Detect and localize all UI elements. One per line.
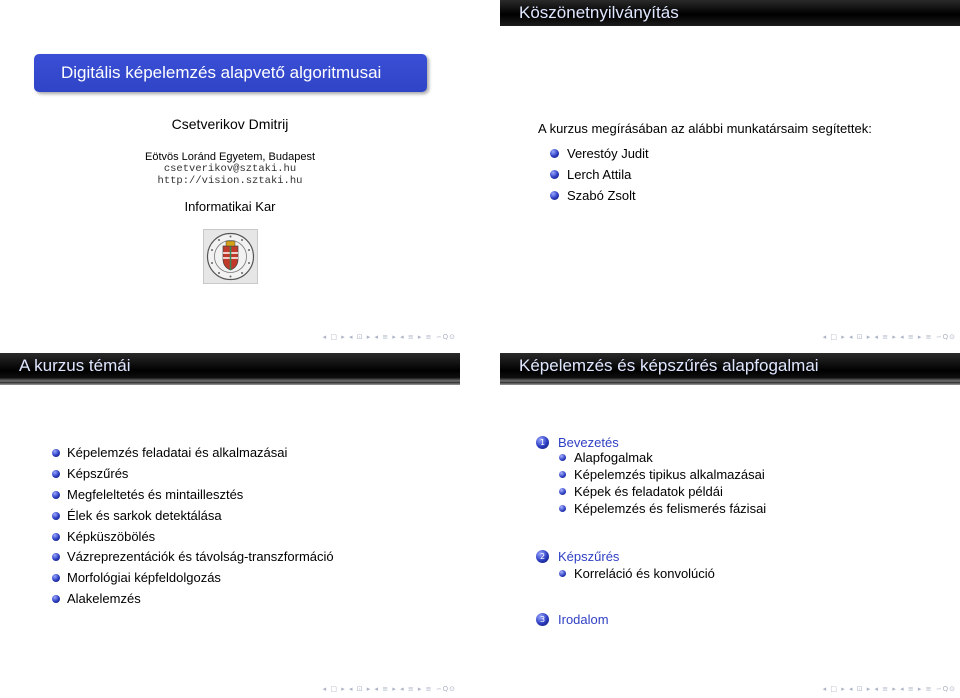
list-item: [52, 464, 334, 485]
bullet-ball-icon: [52, 553, 60, 561]
toc-subsection[interactable]: [559, 449, 766, 466]
frame-title: Köszönetnyilványítás: [500, 0, 960, 26]
outline-slide: [500, 349, 960, 693]
subsection-label: Alapfogalmak: [574, 450, 653, 465]
author-name: Csetverikov Dmitrij: [171, 116, 289, 132]
bullet-ball-icon: [559, 570, 566, 577]
list-item: [52, 505, 334, 526]
bullet-ball-icon: [550, 170, 559, 179]
bullet-ball-icon: [52, 533, 60, 541]
subsection-label: Képelemzés tipikus alkalmazásai: [574, 467, 765, 482]
toc-subsection[interactable]: [559, 565, 715, 582]
institute-name: Eötvös Loránd Egyetem, Budapest: [145, 151, 315, 163]
topic-label: Morfológiai képfeldolgozás: [67, 570, 221, 586]
slide-navigation-symbols[interactable]: ◂ □ ▸ ◂ ⊡ ▸ ◂ ≡ ▸ ◂ ≡ ▸ ≡ ∽Q⊙: [322, 685, 456, 693]
section-number-badge: 2: [536, 550, 549, 563]
list-item: [52, 526, 334, 547]
list-item: [52, 485, 334, 506]
topic-label: Megfeleltetés és mintaillesztés: [67, 486, 244, 502]
subsection-label: Képek és feladatok példái: [574, 484, 723, 499]
toc-section-2[interactable]: [536, 549, 619, 564]
frame-title: A kurzus témái: [0, 353, 460, 385]
topic-label: Vázreprezentációk és távolság-transzformáció: [67, 549, 334, 565]
bullet-ball-icon: [52, 449, 60, 457]
institute-block: [0, 151, 460, 187]
list-item: [52, 589, 334, 610]
toc-subsection-list: [559, 565, 715, 582]
bullet-ball-icon: [52, 470, 60, 478]
presentation-title: Digitális képelemzés alapvető algoritmusai: [34, 54, 427, 92]
title-slide: [0, 0, 460, 341]
faculty-name: Informatikai Kar: [184, 199, 276, 214]
bullet-ball-icon: [559, 454, 566, 461]
contributors-list: [550, 143, 649, 206]
frame-title: Képelemzés és képszűrés alapfogalmai: [500, 353, 960, 385]
contributor-name: Lerch Attila: [567, 166, 632, 182]
contributor-name: Verestóy Judit: [567, 145, 649, 161]
topic-label: Képelemzés feladatai és alkalmazásai: [67, 445, 288, 461]
bullet-ball-icon: [559, 471, 566, 478]
university-seal-logo: [203, 229, 258, 284]
bullet-ball-icon: [550, 191, 559, 200]
slide-navigation-symbols[interactable]: ◂ □ ▸ ◂ ⊡ ▸ ◂ ≡ ▸ ◂ ≡ ▸ ≡ ∽Q⊙: [322, 333, 456, 341]
toc-section-3[interactable]: [536, 612, 609, 627]
topic-label: Alakelemzés: [67, 590, 141, 606]
subsection-label: Korreláció és konvolúció: [574, 566, 715, 581]
list-item: [52, 547, 334, 568]
section-label: Irodalom: [558, 612, 609, 627]
list-item: [550, 164, 649, 185]
list-item: [52, 443, 334, 464]
toc-section-1[interactable]: [536, 435, 619, 450]
acknowledgement-slide: [500, 0, 960, 341]
subsection-label: Képelemzés és felismerés fázisai: [574, 501, 767, 516]
section-label: Képszűrés: [558, 549, 620, 564]
topic-label: Élek és sarkok detektálása: [67, 507, 222, 523]
contributor-name: Szabó Zsolt: [567, 187, 636, 203]
bullet-ball-icon: [52, 491, 60, 499]
toc-subsection[interactable]: [559, 466, 766, 483]
slide-navigation-symbols[interactable]: ◂ □ ▸ ◂ ⊡ ▸ ◂ ≡ ▸ ◂ ≡ ▸ ≡ ∽Q⊙: [822, 685, 956, 693]
topics-slide: [0, 349, 460, 693]
topics-list: [52, 443, 334, 609]
bullet-ball-icon: [52, 595, 60, 603]
list-item: [550, 185, 649, 206]
toc-subsection[interactable]: [559, 500, 766, 517]
author-url: http://vision.sztaki.hu: [157, 175, 303, 187]
section-label: Bevezetés: [558, 435, 619, 450]
toc-subsection-list: [559, 449, 766, 517]
bullet-ball-icon: [550, 149, 559, 158]
ack-intro-text: A kurzus megírásában az alábbi munkatársaim segítettek:: [538, 121, 872, 136]
topic-label: Képszűrés: [67, 466, 129, 482]
section-number-badge: 3: [536, 613, 549, 626]
list-item: [52, 568, 334, 589]
bullet-ball-icon: [559, 505, 566, 512]
toc-subsection[interactable]: [559, 483, 766, 500]
topic-label: Képküszöbölés: [67, 528, 156, 544]
slide-navigation-symbols[interactable]: ◂ □ ▸ ◂ ⊡ ▸ ◂ ≡ ▸ ◂ ≡ ▸ ≡ ∽Q⊙: [822, 333, 956, 341]
section-number-badge: 1: [536, 436, 549, 449]
bullet-ball-icon: [559, 488, 566, 495]
author-email: csetverikov@sztaki.hu: [163, 163, 297, 175]
list-item: [550, 143, 649, 164]
bullet-ball-icon: [52, 512, 60, 520]
bullet-ball-icon: [52, 574, 60, 582]
